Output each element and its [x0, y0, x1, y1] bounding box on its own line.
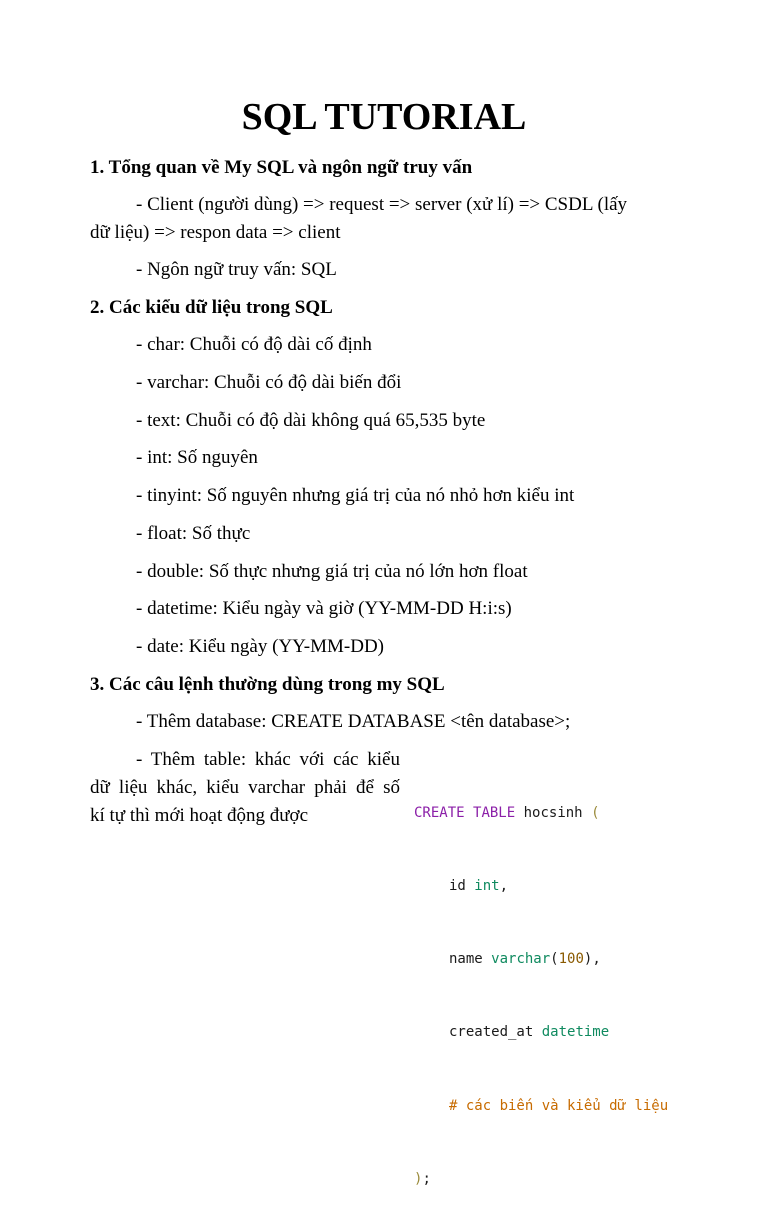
page-title: SQL TUTORIAL — [241, 96, 527, 138]
client-server-flow-line-2: dữ liệu) => respon data => client — [90, 222, 341, 243]
data-type-item-float: - float: Số thực — [136, 523, 251, 544]
add-table-line-1: - Thêm table: khác với các kiểu — [136, 749, 400, 770]
code-type-varchar: varchar — [491, 951, 551, 968]
add-table-line-3: kí tự thì mới hoạt động được — [90, 805, 309, 826]
code-line-name — [414, 947, 668, 971]
section-2-heading: 2. Các kiểu dữ liệu trong SQL — [90, 297, 333, 318]
code-open-paren: ( — [591, 804, 600, 821]
code-varchar-close: ) — [583, 951, 593, 968]
code-type-datetime: datetime — [541, 1024, 610, 1041]
code-table-name: hocsinh — [523, 804, 583, 821]
data-type-item-date: - date: Kiểu ngày (YY-MM-DD) — [136, 636, 384, 657]
query-language-item: - Ngôn ngữ truy vấn: SQL — [136, 259, 337, 280]
code-column-created-at: created_at — [449, 1024, 534, 1041]
code-column-id: id — [449, 878, 466, 895]
data-type-item-varchar: - varchar: Chuỗi có độ dài biến đổi — [136, 372, 402, 393]
code-type-int: int — [474, 878, 500, 895]
section-3-heading: 3. Các câu lệnh thường dùng trong my SQL — [90, 674, 445, 695]
data-type-item-int: - int: Số nguyên — [136, 447, 258, 468]
code-line-close — [414, 1167, 668, 1191]
code-keyword-create: CREATE — [414, 804, 465, 821]
data-type-item-double: - double: Số thực nhưng giá trị của nó lớn hơn float — [136, 561, 528, 582]
code-varchar-length: 100 — [558, 951, 584, 968]
data-type-item-datetime: - datetime: Kiểu ngày và giờ (YY-MM-DD H:i:s) — [136, 598, 512, 619]
add-database-item: - Thêm database: CREATE DATABASE <tên database>; — [136, 711, 571, 732]
section-1-heading: 1. Tổng quan về My SQL và ngôn ngữ truy vấn — [90, 157, 473, 178]
code-comma: , — [592, 951, 601, 968]
code-comment: # các biến và kiểu dữ liệu — [449, 1097, 669, 1114]
data-type-item-tinyint: - tinyint: Số nguyên nhưng giá trị của nó nhỏ hơn kiểu int — [136, 485, 575, 506]
code-line-created-at — [414, 1020, 668, 1044]
add-table-description — [90, 746, 400, 830]
code-line-comment — [414, 1094, 668, 1118]
code-column-name: name — [449, 951, 483, 968]
code-line-id — [414, 874, 668, 898]
code-keyword-table: TABLE — [473, 804, 516, 821]
code-varchar-open: ( — [550, 951, 559, 968]
data-type-item-text: - text: Chuỗi có độ dài không quá 65,535 byte — [136, 410, 486, 431]
add-table-line-2: dữ liệu khác, kiểu varchar phải để số — [90, 777, 400, 798]
code-comma: , — [499, 878, 509, 895]
create-table-code-snippet — [414, 752, 668, 1216]
client-server-flow-line-1: - Client (người dùng) => request => server (xử lí) => CSDL (lấy — [136, 194, 628, 215]
data-type-item-char: - char: Chuỗi có độ dài cố định — [136, 334, 372, 355]
code-close-paren: ) — [414, 1170, 423, 1187]
code-line-create — [414, 801, 668, 825]
code-semicolon: ; — [422, 1170, 431, 1187]
